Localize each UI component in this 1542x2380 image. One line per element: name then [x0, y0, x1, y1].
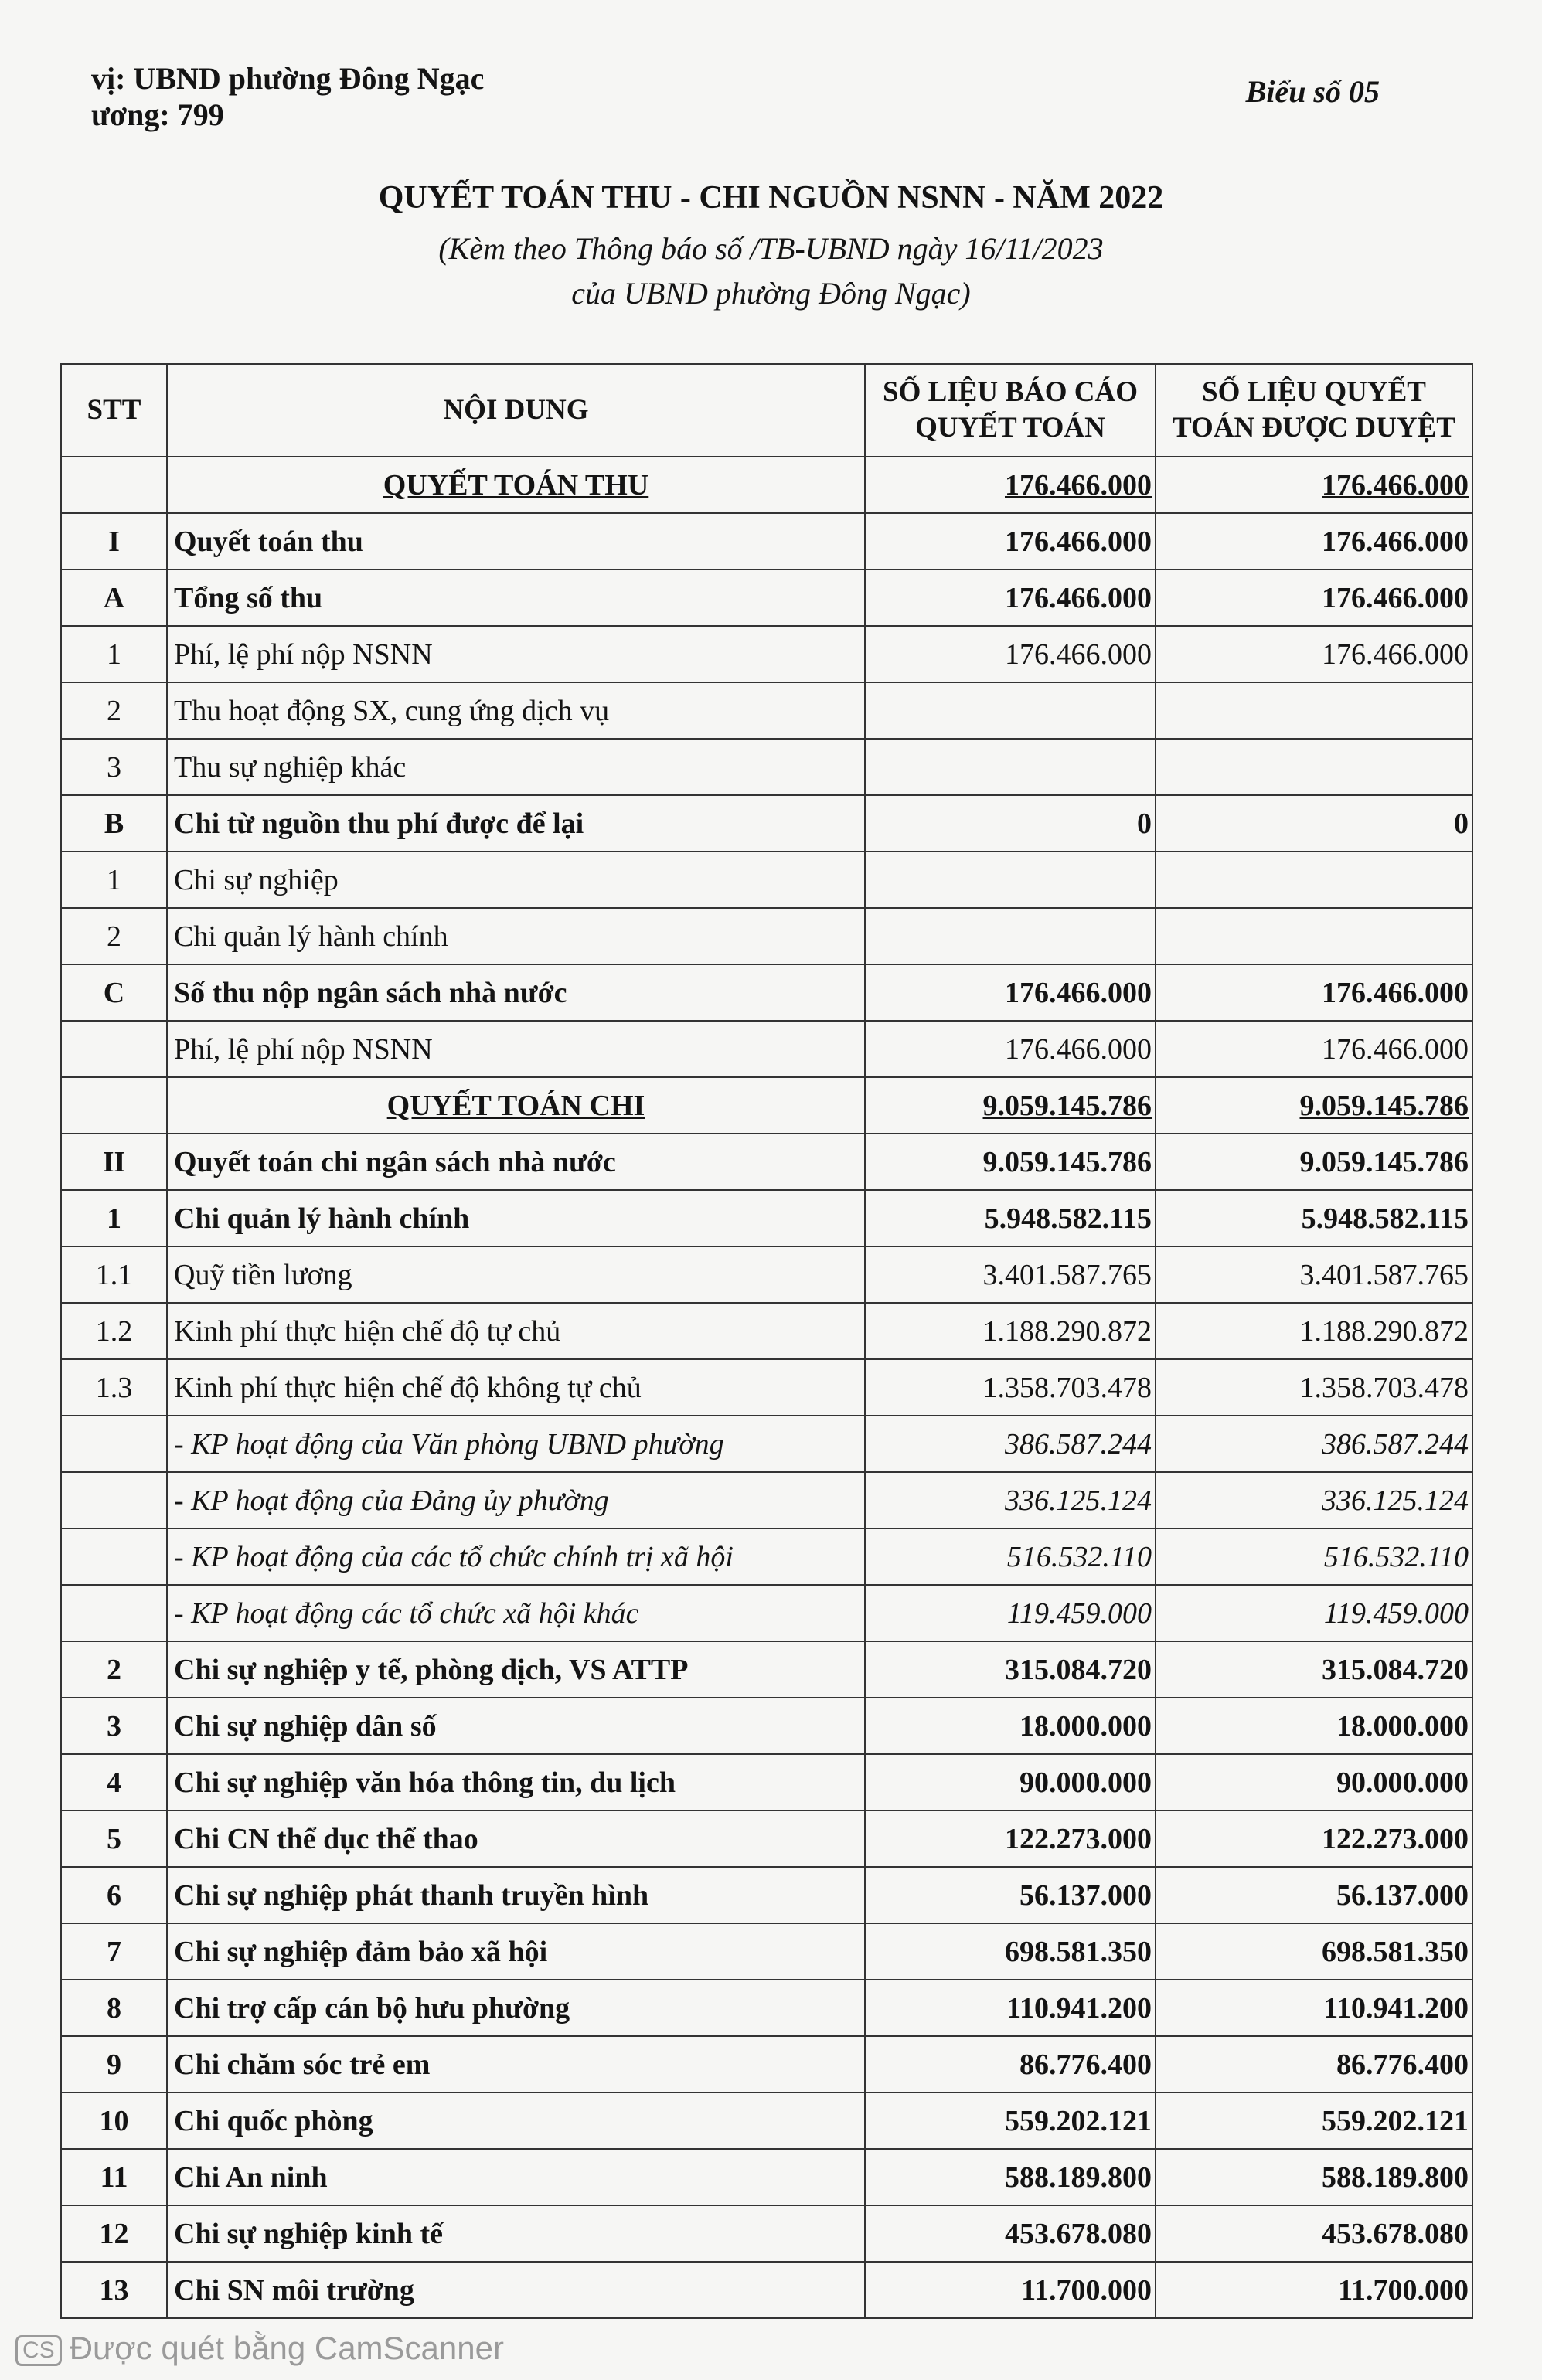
row-content: Chi sự nghiệp dân số	[167, 1698, 865, 1754]
row-content: QUYẾT TOÁN CHI	[167, 1077, 865, 1134]
row-content: Thu hoạt động SX, cung ứng dịch vụ	[167, 682, 865, 739]
row-approved-value	[1156, 682, 1472, 739]
row-stt: 1	[61, 1190, 167, 1246]
row-approved-value: 86.776.400	[1156, 2036, 1472, 2093]
row-stt: 1.3	[61, 1359, 167, 1416]
row-reported-value: 516.532.110	[865, 1528, 1156, 1585]
row-reported-value: 1.358.703.478	[865, 1359, 1156, 1416]
row-content: Chi sự nghiệp văn hóa thông tin, du lịch	[167, 1754, 865, 1810]
table-row	[61, 2036, 1472, 2093]
row-approved-value: 90.000.000	[1156, 1754, 1472, 1810]
row-reported-value: 453.678.080	[865, 2205, 1156, 2262]
row-reported-value: 18.000.000	[865, 1698, 1156, 1754]
row-content: Chi sự nghiệp kinh tế	[167, 2205, 865, 2262]
row-content: Chi quốc phòng	[167, 2093, 865, 2149]
table-row	[61, 739, 1472, 795]
row-reported-value: 698.581.350	[865, 1923, 1156, 1980]
row-content: Chi sự nghiệp y tế, phòng dịch, VS ATTP	[167, 1641, 865, 1698]
table-row	[61, 2149, 1472, 2205]
table-row	[61, 1528, 1472, 1585]
camscanner-watermark	[15, 2330, 504, 2367]
table-row	[61, 1303, 1472, 1359]
table-row	[61, 1923, 1472, 1980]
row-reported-value: 9.059.145.786	[865, 1077, 1156, 1134]
table-row	[61, 457, 1472, 513]
row-reported-value: 588.189.800	[865, 2149, 1156, 2205]
table-row	[61, 1134, 1472, 1190]
row-stt: II	[61, 1134, 167, 1190]
row-approved-value: 516.532.110	[1156, 1528, 1472, 1585]
table-row	[61, 1585, 1472, 1641]
table-row	[61, 1472, 1472, 1528]
row-reported-value	[865, 682, 1156, 739]
row-content: Số thu nộp ngân sách nhà nước	[167, 964, 865, 1021]
row-content: Tổng số thu	[167, 570, 865, 626]
subtitle-issuer: của UBND phường Đông Ngạc)	[571, 276, 971, 311]
row-approved-value: 119.459.000	[1156, 1585, 1472, 1641]
row-approved-value: 559.202.121	[1156, 2093, 1472, 2149]
row-content: Chi trợ cấp cán bộ hưu phường	[167, 1980, 865, 2036]
row-reported-value: 176.466.000	[865, 964, 1156, 1021]
row-reported-value: 110.941.200	[865, 1980, 1156, 2036]
row-content: Chi sự nghiệp phát thanh truyền hình	[167, 1867, 865, 1923]
row-approved-value	[1156, 739, 1472, 795]
row-stt: 12	[61, 2205, 167, 2262]
table-row	[61, 1980, 1472, 2036]
row-content: Chi An ninh	[167, 2149, 865, 2205]
row-reported-value: 56.137.000	[865, 1867, 1156, 1923]
row-reported-value: 386.587.244	[865, 1416, 1156, 1472]
row-approved-value: 110.941.200	[1156, 1980, 1472, 2036]
row-content: - KP hoạt động của các tổ chức chính trị xã hội	[167, 1528, 865, 1585]
table-header-row	[61, 364, 1472, 457]
row-content: Phí, lệ phí nộp NSNN	[167, 1021, 865, 1077]
row-content: Phí, lệ phí nộp NSNN	[167, 626, 865, 682]
header-stt: STT	[61, 364, 167, 457]
row-approved-value: 386.587.244	[1156, 1416, 1472, 1472]
table-row	[61, 1416, 1472, 1472]
organization-name: vị: UBND phường Đông Ngạc	[91, 61, 485, 96]
row-approved-value: 176.466.000	[1156, 626, 1472, 682]
row-approved-value	[1156, 908, 1472, 964]
watermark-text: Được quét bằng CamScanner	[69, 2330, 504, 2366]
row-reported-value: 176.466.000	[865, 513, 1156, 570]
table-row	[61, 1077, 1472, 1134]
table-row	[61, 908, 1472, 964]
row-reported-value	[865, 852, 1156, 908]
row-stt	[61, 1416, 167, 1472]
table-row	[61, 964, 1472, 1021]
row-content: Chi quản lý hành chính	[167, 908, 865, 964]
row-reported-value: 90.000.000	[865, 1754, 1156, 1810]
row-reported-value: 176.466.000	[865, 457, 1156, 513]
row-stt	[61, 457, 167, 513]
row-approved-value: 1.188.290.872	[1156, 1303, 1472, 1359]
row-content: - KP hoạt động các tổ chức xã hội khác	[167, 1585, 865, 1641]
row-stt: A	[61, 570, 167, 626]
row-reported-value	[865, 908, 1156, 964]
row-stt	[61, 1077, 167, 1134]
row-reported-value: 559.202.121	[865, 2093, 1156, 2149]
row-approved-value: 336.125.124	[1156, 1472, 1472, 1528]
row-stt	[61, 1021, 167, 1077]
form-number: Biểu số 05	[1245, 74, 1380, 109]
row-reported-value: 315.084.720	[865, 1641, 1156, 1698]
row-approved-value: 453.678.080	[1156, 2205, 1472, 2262]
row-content: QUYẾT TOÁN THU	[167, 457, 865, 513]
row-reported-value: 11.700.000	[865, 2262, 1156, 2318]
row-reported-value: 119.459.000	[865, 1585, 1156, 1641]
table-row	[61, 795, 1472, 852]
row-content: Chi CN thể dục thể thao	[167, 1810, 865, 1867]
table-row	[61, 1698, 1472, 1754]
row-stt: 2	[61, 1641, 167, 1698]
row-stt: 4	[61, 1754, 167, 1810]
row-stt: 1.1	[61, 1246, 167, 1303]
row-stt: 10	[61, 2093, 167, 2149]
row-reported-value	[865, 739, 1156, 795]
table-row	[61, 1867, 1472, 1923]
row-approved-value: 176.466.000	[1156, 457, 1472, 513]
document-title: QUYẾT TOÁN THU - CHI NGUỒN NSNN - NĂM 2022	[378, 180, 1164, 216]
row-stt: 11	[61, 2149, 167, 2205]
row-stt: 5	[61, 1810, 167, 1867]
row-content: Chi từ nguồn thu phí được để lại	[167, 795, 865, 852]
table-row	[61, 570, 1472, 626]
row-stt: B	[61, 795, 167, 852]
row-approved-value: 588.189.800	[1156, 2149, 1472, 2205]
table-row	[61, 1641, 1472, 1698]
row-content: Quyết toán thu	[167, 513, 865, 570]
row-approved-value: 176.466.000	[1156, 570, 1472, 626]
row-approved-value: 315.084.720	[1156, 1641, 1472, 1698]
row-stt: 1	[61, 626, 167, 682]
row-stt: 8	[61, 1980, 167, 2036]
row-content: Chi sự nghiệp đảm bảo xã hội	[167, 1923, 865, 1980]
row-stt: 7	[61, 1923, 167, 1980]
table-row	[61, 852, 1472, 908]
row-reported-value: 336.125.124	[865, 1472, 1156, 1528]
row-approved-value: 56.137.000	[1156, 1867, 1472, 1923]
table-row	[61, 2262, 1472, 2318]
row-approved-value: 18.000.000	[1156, 1698, 1472, 1754]
table-row	[61, 1246, 1472, 1303]
row-stt	[61, 1528, 167, 1585]
row-approved-value: 5.948.582.115	[1156, 1190, 1472, 1246]
header-reported: SỐ LIỆU BÁO CÁO QUYẾT TOÁN	[865, 364, 1156, 457]
row-approved-value: 0	[1156, 795, 1472, 852]
row-approved-value: 1.358.703.478	[1156, 1359, 1472, 1416]
row-reported-value: 122.273.000	[865, 1810, 1156, 1867]
row-approved-value: 176.466.000	[1156, 513, 1472, 570]
row-reported-value: 176.466.000	[865, 1021, 1156, 1077]
row-stt: 1	[61, 852, 167, 908]
row-approved-value: 9.059.145.786	[1156, 1134, 1472, 1190]
subtitle-reference: (Kèm theo Thông báo số /TB-UBND ngày 16/11/2023	[438, 231, 1104, 266]
row-stt	[61, 1472, 167, 1528]
row-stt: 2	[61, 682, 167, 739]
row-content: - KP hoạt động của Văn phòng UBND phường	[167, 1416, 865, 1472]
row-content: Kinh phí thực hiện chế độ không tự chủ	[167, 1359, 865, 1416]
row-stt: 1.2	[61, 1303, 167, 1359]
table-row	[61, 1021, 1472, 1077]
row-approved-value: 176.466.000	[1156, 1021, 1472, 1077]
row-reported-value: 176.466.000	[865, 570, 1156, 626]
row-content: Chi quản lý hành chính	[167, 1190, 865, 1246]
settlement-table	[60, 363, 1473, 2319]
row-stt: 13	[61, 2262, 167, 2318]
row-content: Quyết toán chi ngân sách nhà nước	[167, 1134, 865, 1190]
row-stt: 9	[61, 2036, 167, 2093]
row-content: Chi SN môi trường	[167, 2262, 865, 2318]
table-row	[61, 626, 1472, 682]
row-stt: 2	[61, 908, 167, 964]
header-content: NỘI DUNG	[167, 364, 865, 457]
row-approved-value: 3.401.587.765	[1156, 1246, 1472, 1303]
row-reported-value: 0	[865, 795, 1156, 852]
row-reported-value: 1.188.290.872	[865, 1303, 1156, 1359]
camscanner-logo: CS	[15, 2335, 62, 2366]
table-row	[61, 513, 1472, 570]
row-stt: 3	[61, 1698, 167, 1754]
row-reported-value: 3.401.587.765	[865, 1246, 1156, 1303]
table-row	[61, 1190, 1472, 1246]
row-approved-value: 11.700.000	[1156, 2262, 1472, 2318]
row-stt	[61, 1585, 167, 1641]
header-approved: SỐ LIỆU QUYẾT TOÁN ĐƯỢC DUYỆT	[1156, 364, 1472, 457]
row-content: Quỹ tiền lương	[167, 1246, 865, 1303]
chapter-code: ương: 799	[91, 97, 224, 132]
row-approved-value: 176.466.000	[1156, 964, 1472, 1021]
row-reported-value: 5.948.582.115	[865, 1190, 1156, 1246]
row-stt: 6	[61, 1867, 167, 1923]
row-approved-value: 9.059.145.786	[1156, 1077, 1472, 1134]
row-reported-value: 176.466.000	[865, 626, 1156, 682]
row-stt: C	[61, 964, 167, 1021]
table-row	[61, 1754, 1472, 1810]
row-stt: 3	[61, 739, 167, 795]
row-reported-value: 9.059.145.786	[865, 1134, 1156, 1190]
row-approved-value: 122.273.000	[1156, 1810, 1472, 1867]
table-row	[61, 1810, 1472, 1867]
table-row	[61, 1359, 1472, 1416]
row-content: - KP hoạt động của Đảng ủy phường	[167, 1472, 865, 1528]
row-content: Kinh phí thực hiện chế độ tự chủ	[167, 1303, 865, 1359]
row-approved-value	[1156, 852, 1472, 908]
row-content: Chi chăm sóc trẻ em	[167, 2036, 865, 2093]
row-content: Chi sự nghiệp	[167, 852, 865, 908]
table-row	[61, 682, 1472, 739]
row-stt: I	[61, 513, 167, 570]
row-reported-value: 86.776.400	[865, 2036, 1156, 2093]
row-content: Thu sự nghiệp khác	[167, 739, 865, 795]
row-approved-value: 698.581.350	[1156, 1923, 1472, 1980]
table-row	[61, 2093, 1472, 2149]
table-row	[61, 2205, 1472, 2262]
